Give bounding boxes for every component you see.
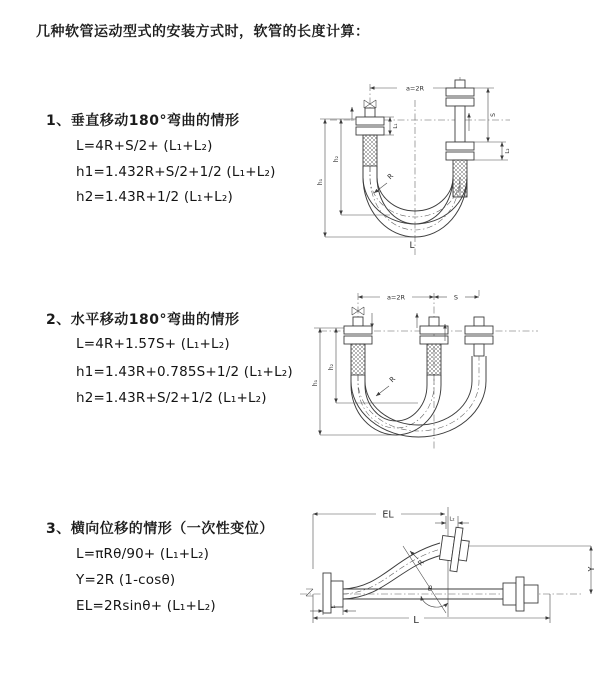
radius-label: R bbox=[388, 375, 398, 385]
section-2-formula-h1: h1=1.43R+0.785S+1/2 (L₁+L₂) bbox=[76, 364, 293, 380]
dimension-el bbox=[313, 510, 445, 570]
radius-callout bbox=[376, 375, 397, 396]
diagram-lateral-displacement bbox=[298, 499, 598, 644]
dim-s-label: S bbox=[490, 113, 497, 117]
angle-theta-label: θ bbox=[427, 585, 433, 593]
braided-hose-section bbox=[363, 135, 377, 166]
center-flange-fitting bbox=[420, 317, 448, 375]
section-1-formula-h1: h1=1.432R+S/2+1/2 (L₁+L₂) bbox=[76, 164, 276, 180]
dim-el-label: EL bbox=[382, 509, 394, 521]
dimension-fitting-l2 bbox=[435, 516, 469, 529]
dim-h2-label: h₂ bbox=[328, 363, 335, 371]
braided-hose-section bbox=[427, 344, 441, 375]
upper-flange-fitting bbox=[438, 526, 471, 573]
page-title: 几种软管运动型式的安装方式时，软管的长度计算： bbox=[36, 24, 370, 40]
hose-arcs bbox=[351, 356, 486, 437]
section-1-formula-L: L=4R+S/2+ (L₁+L₂) bbox=[76, 138, 213, 154]
dim-l1-label: L₁ bbox=[393, 123, 399, 129]
dim-l2-label: L₂ bbox=[449, 516, 455, 523]
section-3-heading: 3、横向位移的情形（一次性变位） bbox=[46, 521, 274, 537]
section-3-formula-EL: EL=2Rsinθ+ (L₁+L₂) bbox=[76, 598, 216, 614]
right-flange-fitting bbox=[465, 317, 493, 356]
dimension-stroke-s bbox=[434, 294, 479, 302]
fixed-end-weld-icon bbox=[306, 589, 313, 596]
radius-label: R bbox=[386, 172, 396, 182]
dim-h2-label: h₂ bbox=[333, 155, 340, 163]
dim-a2r-label: a=2R bbox=[386, 293, 406, 302]
dimension-a2r bbox=[358, 294, 434, 302]
dim-l-label: L bbox=[413, 615, 419, 626]
diagram-vertical-movement-180 bbox=[312, 74, 597, 259]
centerlines bbox=[330, 77, 510, 255]
left-flange-fitting bbox=[356, 108, 384, 166]
section-2-formula-h2: h2=1.43R+S/2+1/2 (L₁+L₂) bbox=[76, 390, 267, 406]
section-3-formula-L: L=πRθ/90+ (L₁+L₂) bbox=[76, 546, 210, 562]
section-2-heading: 2、水平移动180°弯曲的情形 bbox=[46, 312, 240, 328]
dim-l2-label: L₂ bbox=[505, 148, 511, 154]
dim-h1-label: h₁ bbox=[312, 379, 319, 387]
dim-a2r-label: a=2R bbox=[405, 84, 425, 93]
dim-s-label: S bbox=[453, 293, 459, 302]
radius-label: R bbox=[416, 558, 426, 568]
dim-l1-label: L₁ bbox=[330, 604, 336, 610]
dimension-fitting-l1 bbox=[310, 604, 356, 615]
length-label: L bbox=[409, 241, 415, 251]
section-3-formula-Y: Y=2R (1-cosθ) bbox=[76, 572, 176, 588]
section-1-formula-h2: h2=1.43R+1/2 (L₁+L₂) bbox=[76, 189, 233, 205]
dim-h1-label: h₁ bbox=[317, 178, 324, 186]
braided-hose-section bbox=[351, 344, 365, 375]
left-flange-fitting bbox=[344, 317, 372, 375]
dim-y-label: Y bbox=[587, 566, 596, 572]
right-flange-fitting bbox=[503, 577, 538, 611]
section-1-heading: 1、垂直移动180°弯曲的情形 bbox=[46, 113, 240, 129]
diagram-horizontal-movement-180 bbox=[306, 283, 600, 463]
section-2-formula-L: L=4R+1.57S+ (L₁+L₂) bbox=[76, 336, 230, 352]
